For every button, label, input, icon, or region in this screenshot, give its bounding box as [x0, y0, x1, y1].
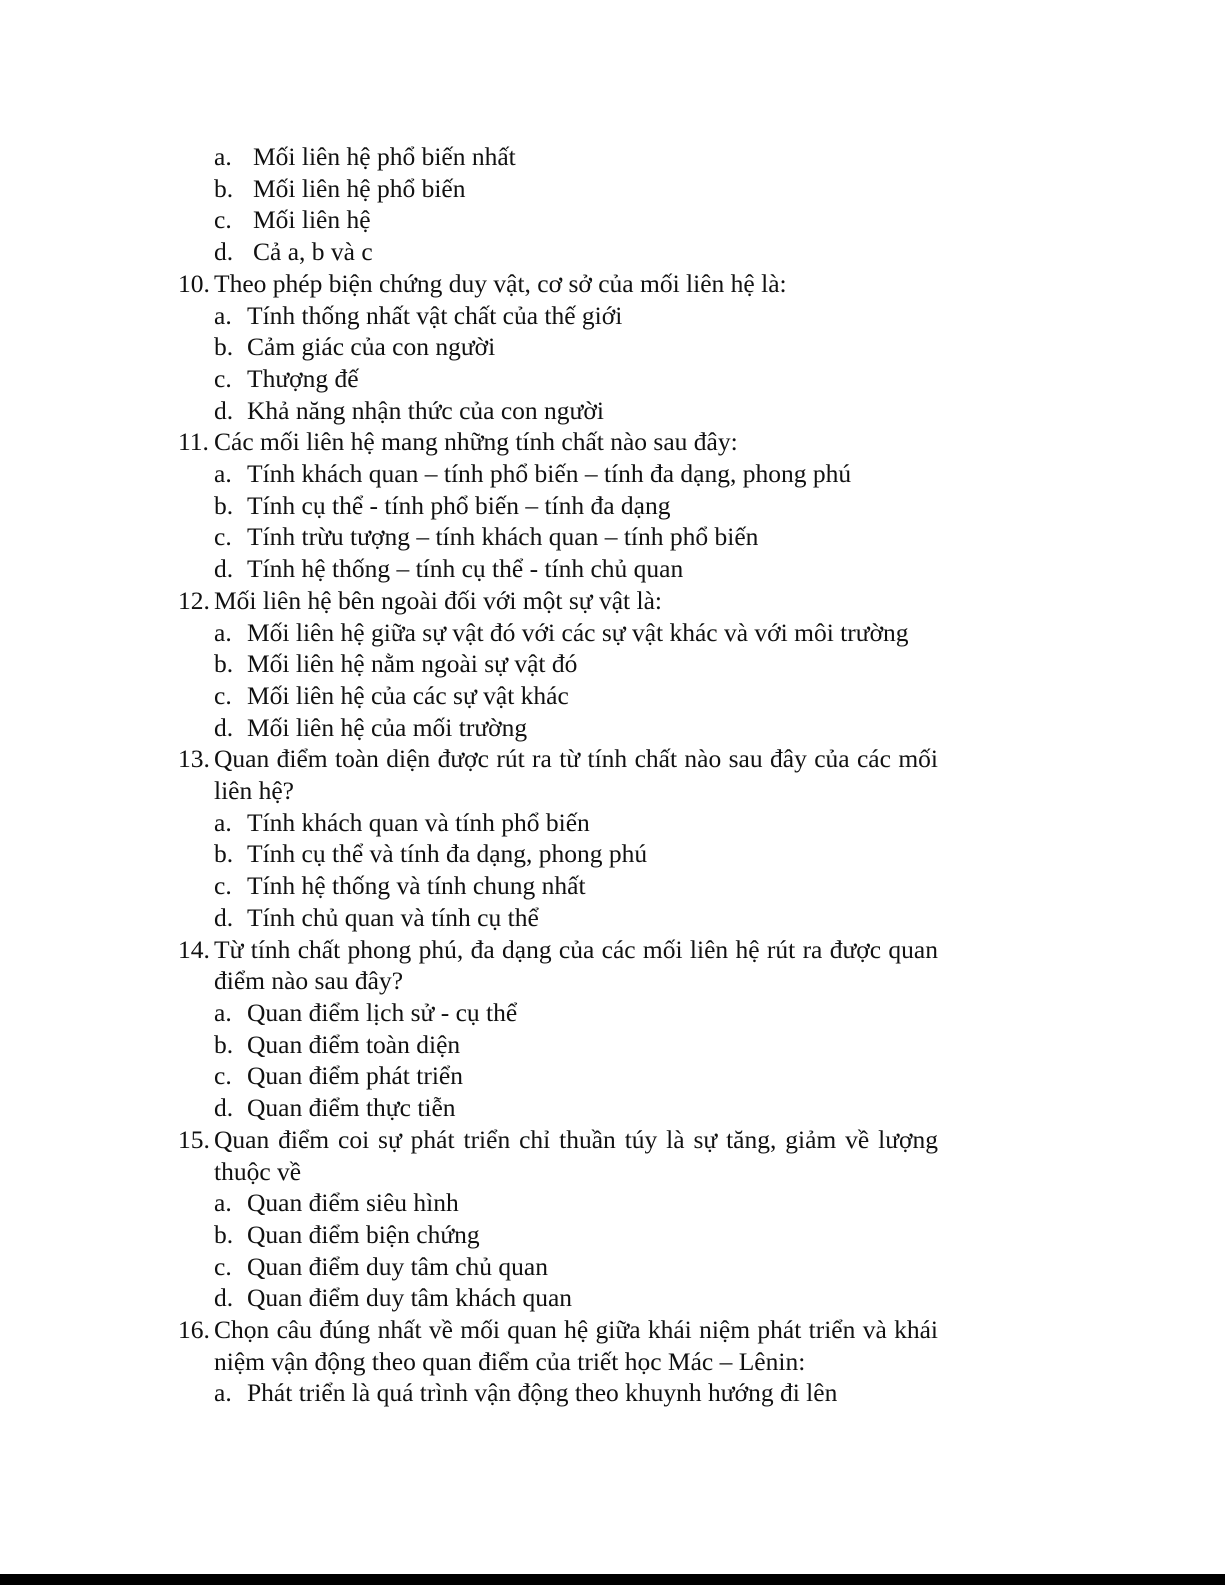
question-14-option-d	[178, 1092, 938, 1124]
option-letter: d.	[214, 395, 234, 425]
option-letter: a.	[214, 300, 232, 330]
question-13	[178, 743, 938, 806]
question-13-option-d	[178, 902, 938, 934]
option-text: Quan điểm lịch sử - cụ thể	[247, 997, 518, 1027]
option-letter: c.	[214, 1061, 232, 1091]
option-letter: a.	[214, 1188, 232, 1218]
question-13-option-a	[178, 807, 938, 839]
option-letter: b.	[214, 173, 234, 203]
question-text: Các mối liên hệ mang những tính chất nào sau đây:	[214, 427, 738, 457]
option-text: Cả a, b và c	[253, 237, 373, 267]
option-letter: a.	[214, 1378, 232, 1408]
question-list	[178, 141, 938, 1409]
option-text: Quan điểm phát triển	[247, 1061, 463, 1091]
option-lead-c	[178, 204, 938, 236]
option-letter: b.	[214, 490, 234, 520]
page-bottom-edge	[0, 1574, 1225, 1585]
option-letter: a.	[214, 617, 232, 647]
option-text: Mối liên hệ phổ biến	[253, 173, 466, 203]
option-letter: b.	[214, 1219, 234, 1249]
option-letter: b.	[214, 1029, 234, 1059]
option-text: Tính hệ thống và tính chung nhất	[247, 871, 586, 901]
option-letter: d.	[214, 902, 234, 932]
question-10	[178, 268, 938, 300]
question-16	[178, 1314, 938, 1377]
option-text: Quan điểm siêu hình	[247, 1188, 459, 1218]
question-10-option-d	[178, 395, 938, 427]
option-text: Mối liên hệ giữa sự vật đó với các sự vật khác và với môi trường	[247, 617, 909, 647]
question-12-option-a	[178, 617, 938, 649]
option-lead-b	[178, 173, 938, 205]
option-letter: b.	[214, 332, 234, 362]
option-text: Tính khách quan – tính phổ biến – tính đa dạng, phong phú	[247, 459, 852, 489]
question-number: 11.	[178, 427, 209, 457]
option-text: Tính thống nhất vật chất của thế giới	[247, 300, 623, 330]
option-text: Tính chủ quan và tính cụ thể	[247, 902, 539, 932]
question-number: 15.	[178, 1124, 210, 1154]
option-text: Tính cụ thể và tính đa dạng, phong phú	[247, 839, 648, 869]
option-letter: a.	[214, 459, 232, 489]
question-11	[178, 426, 938, 458]
option-text: Tính hệ thống – tính cụ thể - tính chủ quan	[247, 554, 684, 584]
option-letter: c.	[214, 871, 232, 901]
option-letter: d.	[214, 1283, 234, 1313]
question-15-option-a	[178, 1187, 938, 1219]
option-text: Quan điểm toàn diện	[247, 1029, 461, 1059]
option-letter: c.	[214, 1251, 232, 1281]
question-text: Theo phép biện chứng duy vật, cơ sở của mối liên hệ là:	[214, 268, 787, 298]
question-text: Quan điểm coi sự phát triển chỉ thuần túy là sự tăng, giảm về lượng thuộc về	[214, 1124, 938, 1186]
option-text: Mối liên hệ phổ biến nhất	[253, 142, 516, 171]
option-lead-d	[178, 236, 938, 268]
question-14	[178, 934, 938, 997]
option-letter: c.	[214, 363, 232, 393]
question-text: Mối liên hệ bên ngoài đối với một sự vật là:	[214, 585, 662, 615]
option-letter: a.	[214, 142, 232, 171]
question-12-option-d	[178, 712, 938, 744]
question-13-option-b	[178, 838, 938, 870]
option-text: Thượng đế	[247, 363, 359, 393]
option-letter: b.	[214, 839, 234, 869]
question-11-option-c	[178, 521, 938, 553]
question-16-option-a	[178, 1377, 938, 1409]
question-11-option-a	[178, 458, 938, 490]
option-text: Tính cụ thể - tính phổ biến – tính đa dạng	[247, 490, 671, 520]
question-10-option-c	[178, 363, 938, 395]
question-number: 13.	[178, 744, 210, 774]
question-12	[178, 585, 938, 617]
option-letter: c.	[214, 680, 232, 710]
question-15-option-c	[178, 1251, 938, 1283]
option-letter: c.	[214, 522, 232, 552]
question-11-option-b	[178, 490, 938, 522]
question-14-option-b	[178, 1029, 938, 1061]
option-text: Quan điểm biện chứng	[247, 1219, 480, 1249]
question-14-option-a	[178, 997, 938, 1029]
option-text: Mối liên hệ	[253, 205, 371, 235]
option-text: Mối liên hệ của mối trường	[247, 712, 528, 742]
question-10-option-b	[178, 331, 938, 363]
question-number: 12.	[178, 585, 210, 615]
question-12-option-b	[178, 648, 938, 680]
option-letter: d.	[214, 712, 234, 742]
question-15	[178, 1124, 938, 1187]
question-15-option-b	[178, 1219, 938, 1251]
option-letter: d.	[214, 237, 234, 267]
option-text: Quan điểm duy tâm khách quan	[247, 1283, 573, 1313]
option-text: Tính trừu tượng – tính khách quan – tính phổ biến	[247, 522, 759, 552]
option-text: Tính khách quan và tính phổ biến	[247, 807, 590, 837]
question-14-option-c	[178, 1060, 938, 1092]
question-number: 14.	[178, 934, 210, 964]
question-text: Từ tính chất phong phú, đa dạng của các mối liên hệ rút ra được quan điểm nào sau đây?	[214, 934, 938, 996]
question-10-option-a	[178, 300, 938, 332]
option-lead-a	[178, 141, 938, 173]
question-text: Chọn câu đúng nhất về mối quan hệ giữa khái niệm phát triển và khái niệm vận động theo quan điểm của triết học Mác – Lênin:	[214, 1315, 938, 1376]
question-15-option-d	[178, 1282, 938, 1314]
question-11-option-d	[178, 553, 938, 585]
option-text: Mối liên hệ nằm ngoài sự vật đó	[247, 649, 578, 679]
question-text: Quan điểm toàn diện được rút ra từ tính chất nào sau đây của các mối liên hệ?	[214, 744, 938, 806]
question-number: 10.	[178, 268, 210, 298]
option-letter: a.	[214, 997, 232, 1027]
option-text: Quan điểm thực tiễn	[247, 1093, 456, 1123]
option-text: Khả năng nhận thức của con người	[247, 395, 604, 425]
option-text: Phát triển là quá trình vận động theo khuynh hướng đi lên	[247, 1378, 838, 1408]
question-13-option-c	[178, 870, 938, 902]
option-text: Quan điểm duy tâm chủ quan	[247, 1251, 548, 1281]
question-number: 16.	[178, 1315, 210, 1345]
option-letter: c.	[214, 205, 232, 235]
option-letter: d.	[214, 554, 234, 584]
option-letter: b.	[214, 649, 234, 679]
option-letter: a.	[214, 807, 232, 837]
option-text: Cảm giác của con người	[247, 332, 496, 362]
question-12-option-c	[178, 680, 938, 712]
option-text: Mối liên hệ của các sự vật khác	[247, 680, 569, 710]
option-letter: d.	[214, 1093, 234, 1123]
